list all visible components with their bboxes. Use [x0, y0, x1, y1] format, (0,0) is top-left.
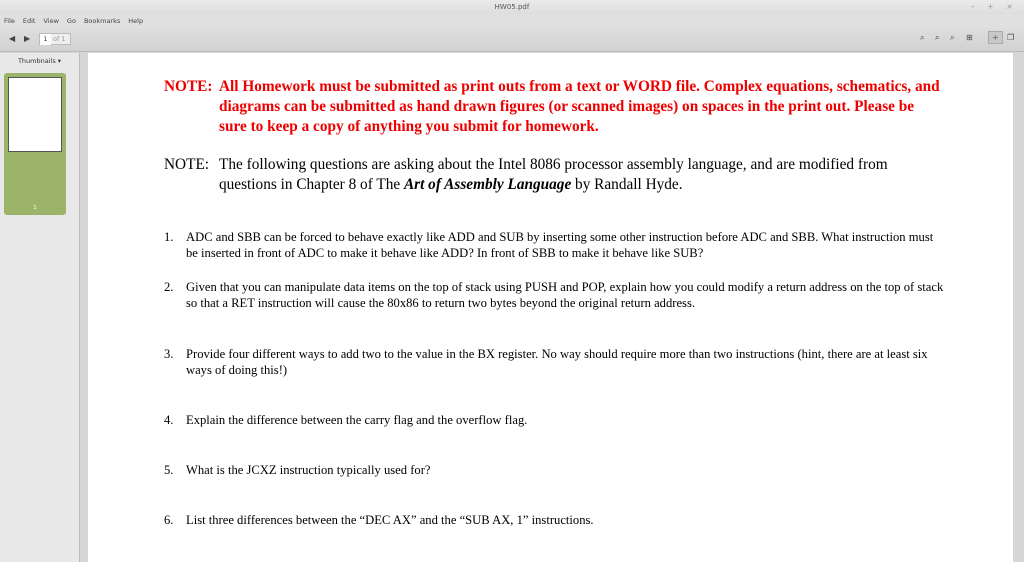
question-number: 1.: [164, 230, 174, 244]
zoom-out-icon[interactable]: ⌕: [920, 33, 925, 42]
question-text: Provide four different ways to add two to the value in the BX register. No way should require more than two instructions (hint, there are at least six ways of doing this!): [186, 347, 928, 377]
window-title: HW05.pdf: [494, 3, 530, 11]
page-thumbnail[interactable]: [4, 73, 66, 215]
question-text: Explain the difference between the carry flag and the overflow flag.: [186, 413, 528, 427]
question-text: Given that you can manipulate data items on the top of stack using PUSH and POP, explain how you could modify a return address on the top of stack so that a RET instruction will cause the 80x86 to return two bytes beyond the original return address.: [186, 280, 944, 310]
menu-view[interactable]: View: [43, 17, 59, 25]
back-arrow-icon[interactable]: ◀: [9, 34, 16, 43]
sidebar-mode-label: Thumbnails: [17, 57, 56, 65]
question-text: What is the JCXZ instruction typically used for?: [186, 463, 431, 477]
sidebar: [0, 53, 80, 562]
note-text: All Homework must be submitted as print outs from a text or WORD file. Complex equations, schematics, and diagrams can be submitted as hand drawn figures (or scanned images) on spaces in the print out. Please be sure to keep a copy of anything you submit for homework.: [219, 78, 940, 135]
note-red: [164, 77, 944, 137]
question-number: 2.: [164, 280, 174, 294]
question-5: [164, 462, 944, 478]
zoom-in-icon[interactable]: ⌕: [935, 33, 940, 42]
book-title: Art of Assembly Language: [403, 176, 572, 193]
menu-go[interactable]: Go: [66, 17, 76, 25]
zoom-fit-icon[interactable]: ⌕: [950, 33, 955, 42]
forward-arrow-icon[interactable]: ▶: [24, 34, 31, 43]
page-total: of 1: [53, 35, 66, 43]
menu-file[interactable]: File: [4, 17, 15, 25]
best-fit-icon[interactable]: ⊞: [966, 33, 973, 42]
document-view[interactable]: [81, 53, 1024, 562]
question-2: [164, 279, 944, 311]
thumbnail-image: [8, 77, 62, 152]
dual-page-icon[interactable]: ❐: [1007, 33, 1015, 42]
toolbar: [0, 28, 1024, 52]
question-6: [164, 512, 944, 528]
thumbnail-label: 1: [33, 205, 37, 211]
note-text-end: by Randall Hyde.: [571, 176, 683, 193]
note-label: NOTE:: [164, 78, 213, 95]
menu-bookmarks[interactable]: Bookmarks: [83, 17, 121, 25]
window-controls[interactable]: – + ×: [970, 2, 1018, 11]
pdf-page: [88, 53, 1013, 562]
question-text: List three differences between the “DEC AX” and the “SUB AX, 1” instructions.: [186, 513, 594, 527]
menu-bar: [0, 14, 1024, 28]
question-number: 5.: [164, 463, 174, 477]
current-page[interactable]: 1: [40, 34, 51, 45]
question-number: 4.: [164, 413, 174, 427]
question-4: [164, 412, 944, 428]
continuous-mode-icon[interactable]: ÷: [988, 31, 1003, 44]
question-number: 6.: [164, 513, 174, 527]
page-number-input[interactable]: [39, 33, 71, 45]
menu-help[interactable]: Help: [128, 17, 144, 25]
title-bar: [0, 0, 1024, 14]
question-3: [164, 346, 944, 378]
question-text: ADC and SBB can be forced to behave exactly like ADD and SUB by inserting some other instruction before ADC and SBB. What instruction must be inserted in front of ADC to make it behave like ADD? In front of SBB to make it behave like SUB?: [186, 230, 934, 260]
question-number: 3.: [164, 347, 174, 361]
question-1: [164, 229, 944, 261]
menu-edit[interactable]: Edit: [22, 17, 36, 25]
sidebar-mode-select[interactable]: Thumbnails ▾: [17, 57, 62, 65]
note-text: The following questions are asking about the Intel 8086 processor assembly language, and are modified from questions in Chapter 8 of The: [219, 156, 888, 193]
note-intro: [164, 155, 944, 195]
note-label: NOTE:: [164, 156, 210, 173]
